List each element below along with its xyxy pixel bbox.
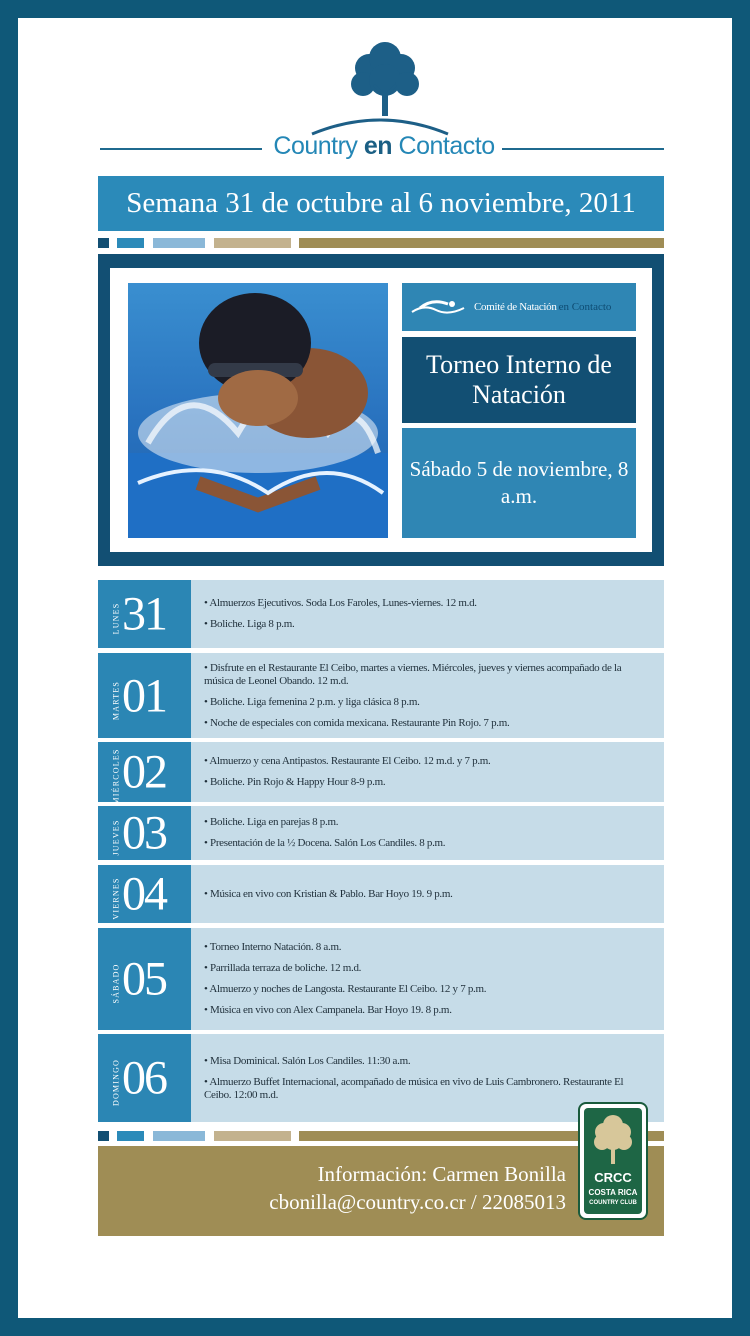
day-weekday: MARTES [111,680,121,720]
day-events [204,1034,634,1122]
day-weekday: VIERNES [111,877,121,920]
day-weekday: SÁBADO [111,963,121,1004]
day-events [204,742,634,802]
day-tab [98,742,191,805]
day-weekday: JUEVES [111,819,121,856]
day-number: 04 [122,867,166,921]
day-number: 02 [122,745,166,799]
event-item: • Almuerzo Buffet Internacional, acompañado de música en vivo de Luis Cambronero. Restaurante El Ceibo. 12:00 m.d. [204,1075,624,1101]
day-events [204,653,634,738]
day-events [204,928,634,1030]
event-item: • Presentación de la ½ Docena. Salón Los Candiles. 8 p.m. [204,837,446,849]
color-swatch-row [98,238,664,248]
event-item: • Noche de especiales con comida mexicana. Restaurante Pin Rojo. 7 p.m. [204,716,510,729]
day-weekday: MIÉRCOLES [111,748,121,805]
day-number: 31 [122,587,166,641]
day-events [204,865,634,923]
tree-logo-icon [347,40,423,120]
contact-email-phone: cbonilla@country.co.cr / 22085013 [269,1190,566,1214]
event-item: • Boliche. Pin Rojo & Happy Hour 8-9 p.m. [204,776,386,788]
event-item: • Boliche. Liga en parejas 8 p.m. [204,816,339,828]
event-item: • Boliche. Liga 8 p.m. [204,618,295,630]
day-tab [98,1034,191,1122]
brand-rule-left [100,148,262,150]
brand-rule-right [502,148,664,150]
day-number: 03 [122,806,166,860]
feature-panel [98,254,664,566]
event-item: • Música en vivo con Kristian & Pablo. Bar Hoyo 19. 9 p.m. [204,887,453,900]
day-tab [98,928,191,1030]
event-item: • Disfrute en el Restaurante El Ceibo, martes a viernes. Miércoles, jueves y viernes acompañado de la música de Leonel Obando. 12 m.d. [204,661,622,687]
event-item: • Parrillada terraza de boliche. 12 m.d. [204,962,362,974]
day-tab [98,580,191,648]
event-item: • Almuerzo y noches de Langosta. Restaurante El Ceibo. 12 y 7 p.m. [204,983,487,995]
day-row [98,806,664,860]
day-row [98,742,664,805]
week-banner: Semana 31 de octubre al 6 noviembre, 2011 [98,176,664,231]
day-weekday: LUNES [111,602,121,635]
event-date: Sábado 5 de noviembre, 8 a.m. [402,428,636,538]
event-title: Torneo Interno de Natación [402,337,636,423]
day-tab [98,806,191,860]
day-tab [98,653,191,738]
event-item: • Almuerzo y cena Antipastos. Restaurante El Ceibo. 12 m.d. y 7 p.m. [204,755,491,767]
committee-header: Comité de Natación en Contacto [402,283,636,331]
day-row [98,653,664,738]
day-number: 01 [122,669,166,722]
day-events [204,580,634,648]
day-events [204,806,634,860]
event-item: • Música en vivo con Alex Campanela. Bar Hoyo 19. 8 p.m. [204,1004,452,1016]
day-number: 06 [122,1051,166,1105]
event-item: • Boliche. Liga femenina 2 p.m. y liga clásica 8 p.m. [204,695,420,708]
club-tree-icon [592,1114,634,1168]
contact-name: Información: Carmen Bonilla [317,1162,566,1186]
club-logo: CRCC COSTA RICA COUNTRY CLUB [580,1104,646,1218]
day-row [98,580,664,648]
event-item: • Misa Dominical. Salón Los Candiles. 11:30 a.m. [204,1054,411,1067]
brand-title: Country en Contacto [273,132,495,160]
day-tab [98,865,191,923]
day-row [98,865,664,923]
event-item: • Almuerzos Ejecutivos. Soda Los Faroles, Lunes-viernes. 12 m.d. [204,597,477,609]
day-number: 05 [122,952,166,1006]
day-weekday: DOMINGO [111,1058,121,1107]
day-row [98,928,664,1030]
swimmer-icon [410,296,466,318]
event-item: • Torneo Interno Natación. 8 a.m. [204,941,342,953]
swimmer-photo [128,283,388,538]
